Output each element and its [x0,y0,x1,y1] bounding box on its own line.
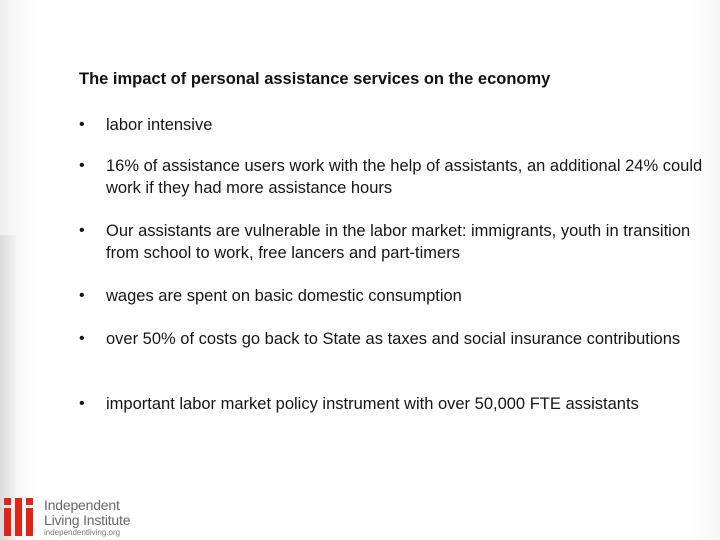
institute-logo [2,496,142,538]
bullet-text: important labor market policy instrument with over 50,000 FTE assistants [106,395,639,413]
bullet-marker: • [79,116,85,133]
logo-url: independentliving.org [44,528,121,537]
bullet-marker: • [79,222,85,239]
bullet-text: Our assistants are vulnerable in the labor market: immigrants, youth in transition from school to work, free lancers and part-timers [106,222,691,262]
bullet-marker: • [79,287,85,304]
logo-name-line1: Independent [44,497,120,513]
bullet-text: wages are spent on basic domestic consumption [106,287,462,305]
bullet-text: over 50% of costs go back to State as taxes and social insurance contributions [106,330,681,348]
left-edge-shade [0,235,16,540]
bullet-marker: • [79,330,85,347]
bullet-text: 16% of assistance users work with the help of assistants, an additional 24% could work if they had more assistance hours [106,157,703,197]
bullet-marker: • [79,157,85,174]
logo-name-line2: Living Institute [44,512,131,528]
slide-title: The impact of personal assistance services on the economy [79,70,551,88]
ili-logo-icon [2,496,40,538]
bullet-marker: • [79,395,85,412]
bullet-text: labor intensive [106,116,213,134]
